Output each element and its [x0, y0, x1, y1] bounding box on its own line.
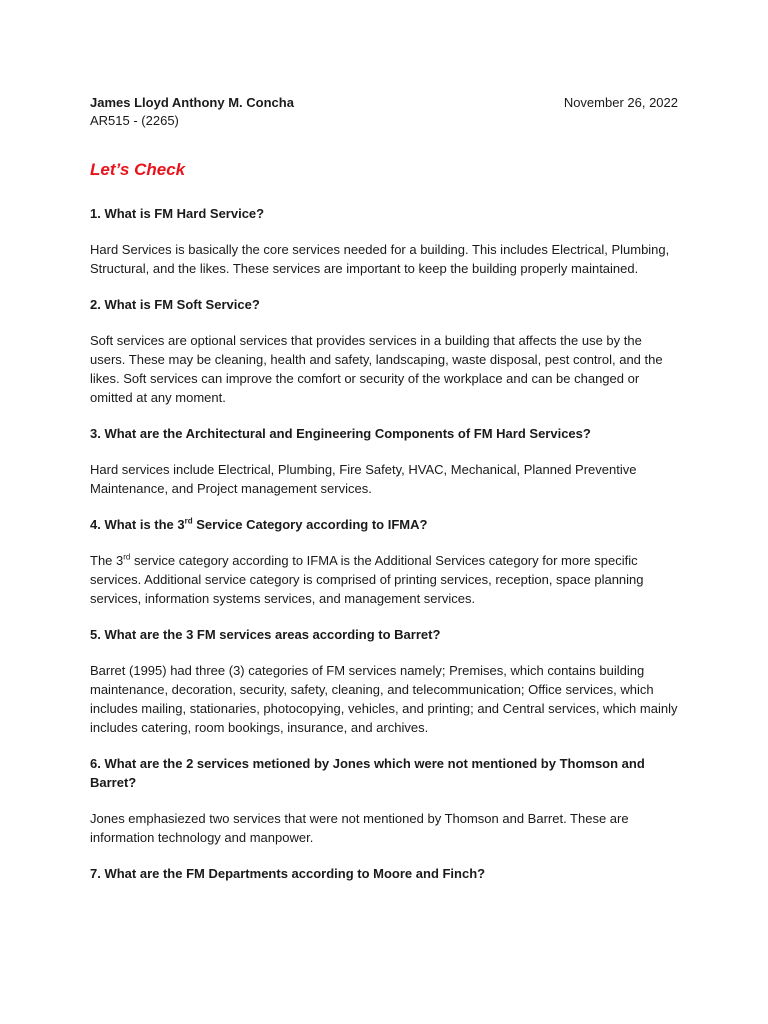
answer-4-start: The 3: [90, 553, 124, 568]
answer-4-superscript: rd: [123, 552, 131, 562]
question-4-end: Service Category according to IFMA?: [192, 517, 428, 532]
course-code: AR515 - (2265): [90, 113, 179, 128]
answer-4-end: service category according to IFMA is the Additional Services category for more specific services. Additional service category is comprised of printing services, reception, space planning services, information systems services, and management services.: [90, 553, 644, 606]
author-name: James Lloyd Anthony M. Concha: [90, 95, 294, 110]
question-2: 2. What is FM Soft Service?: [90, 297, 260, 312]
question-6: 6. What are the 2 services metioned by Jones which were not mentioned by Thomson and Barret?: [90, 756, 645, 790]
answer-2: Soft services are optional services that provides services in a building that affects the use by the users. These may be cleaning, health and safety, landscaping, waste disposal, pest control, and the likes. Soft services can improve the comfort or security of the workplace and can be changed or omitted at any moment.: [90, 333, 663, 405]
document-date: November 26, 2022: [563, 95, 678, 110]
answer-5: Barret (1995) had three (3) categories of FM services namely; Premises, which contains building maintenance, decoration, security, safety, cleaning, and telecommunication; Office services, which includes mailing, stationaries, photocopying, vehicles, and printing; and Central services, which mainly includes catering, room bookings, insurance, and archives.: [90, 663, 678, 735]
question-5: 5. What are the 3 FM services areas according to Barret?: [90, 627, 441, 642]
document-header: [90, 94, 678, 130]
question-4-superscript: rd: [184, 516, 193, 526]
answer-3: Hard services include Electrical, Plumbing, Fire Safety, HVAC, Mechanical, Planned Preventive Maintenance, and Project management services.: [90, 462, 637, 496]
question-4: [90, 515, 680, 534]
question-1: 1. What is FM Hard Service?: [90, 206, 265, 221]
qa-list: [90, 204, 680, 900]
answer-1: Hard Services is basically the core services needed for a building. This includes Electrical, Plumbing, Structural, and the likes. These services are important to keep the building properly maintained.: [90, 242, 670, 276]
answer-6: Jones emphasiezed two services that were not mentioned by Thomson and Barret. These are information technology and manpower.: [90, 811, 629, 845]
question-3: 3. What are the Architectural and Engineering Components of FM Hard Services?: [90, 426, 591, 441]
question-4-start: 4. What is the 3: [90, 517, 185, 532]
answer-4: [90, 551, 680, 608]
section-title: Let’s Check: [90, 160, 186, 179]
question-7: 7. What are the FM Departments according to Moore and Finch?: [90, 866, 486, 881]
